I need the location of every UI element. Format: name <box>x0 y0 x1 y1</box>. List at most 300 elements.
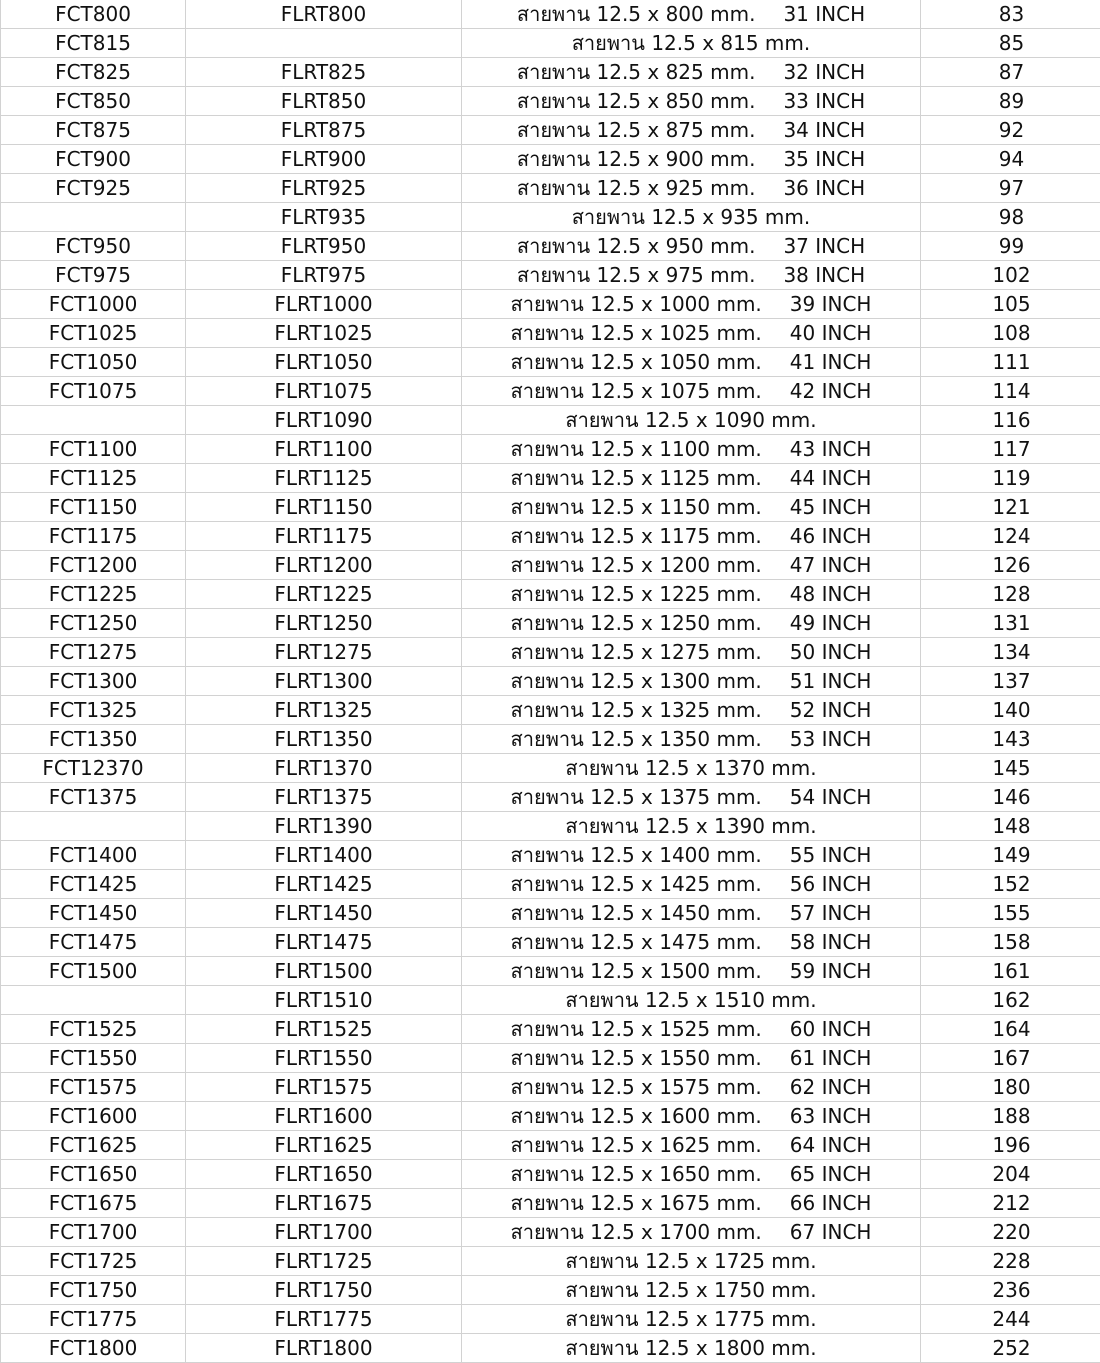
description-cell <box>462 1044 921 1073</box>
flrt-code-cell: FLRT1300 <box>186 667 462 696</box>
description-cell <box>462 551 921 580</box>
belt-inch-text: 52 INCH <box>790 696 872 724</box>
table-row <box>1 522 1100 551</box>
price-cell: 164 <box>921 1015 1100 1044</box>
table-row <box>1 290 1100 319</box>
price-cell: 212 <box>921 1189 1100 1218</box>
description-cell <box>462 986 921 1015</box>
description-cell <box>462 1073 921 1102</box>
flrt-code-cell: FLRT1225 <box>186 580 462 609</box>
price-cell: 126 <box>921 551 1100 580</box>
table-row <box>1 754 1100 783</box>
flrt-code-cell: FLRT1375 <box>186 783 462 812</box>
flrt-code-cell: FLRT875 <box>186 116 462 145</box>
description-cell <box>462 290 921 319</box>
flrt-code-cell: FLRT1390 <box>186 812 462 841</box>
flrt-code-cell: FLRT1370 <box>186 754 462 783</box>
belt-size-text: สายพาน 12.5 x 1150 mm. <box>511 493 762 521</box>
description-cell <box>462 87 921 116</box>
fct-code-cell: FCT1425 <box>1 870 186 899</box>
price-cell: 128 <box>921 580 1100 609</box>
description-cell <box>462 116 921 145</box>
belt-size-text: สายพาน 12.5 x 1390 mm. <box>565 812 816 840</box>
price-cell: 148 <box>921 812 1100 841</box>
table-row <box>1 29 1100 58</box>
belt-size-text: สายพาน 12.5 x 1125 mm. <box>511 464 762 492</box>
belt-size-text: สายพาน 12.5 x 1400 mm. <box>511 841 762 869</box>
table-body <box>1 0 1100 1363</box>
belt-inch-text: 56 INCH <box>790 870 872 898</box>
flrt-code-cell: FLRT1125 <box>186 464 462 493</box>
description-cell <box>462 812 921 841</box>
belt-size-text: สายพาน 12.5 x 1650 mm. <box>511 1160 762 1188</box>
fct-code-cell: FCT1050 <box>1 348 186 377</box>
fct-code-cell: FCT1100 <box>1 435 186 464</box>
belt-size-text: สายพาน 12.5 x 1175 mm. <box>511 522 762 550</box>
table-row <box>1 203 1100 232</box>
belt-size-text: สายพาน 12.5 x 800 mm. <box>517 0 756 28</box>
belt-size-text: สายพาน 12.5 x 1450 mm. <box>511 899 762 927</box>
fct-code-cell <box>1 986 186 1015</box>
fct-code-cell: FCT1550 <box>1 1044 186 1073</box>
price-cell: 116 <box>921 406 1100 435</box>
flrt-code-cell <box>186 29 462 58</box>
fct-code-cell: FCT950 <box>1 232 186 261</box>
belt-inch-text: 64 INCH <box>790 1131 872 1159</box>
description-cell <box>462 1160 921 1189</box>
belt-size-text: สายพาน 12.5 x 1370 mm. <box>565 754 816 782</box>
flrt-code-cell: FLRT850 <box>186 87 462 116</box>
flrt-code-cell: FLRT1275 <box>186 638 462 667</box>
belt-size-text: สายพาน 12.5 x 1700 mm. <box>511 1218 762 1246</box>
description-cell <box>462 1334 921 1363</box>
description-cell <box>462 638 921 667</box>
belt-inch-text: 46 INCH <box>790 522 872 550</box>
flrt-code-cell: FLRT1625 <box>186 1131 462 1160</box>
belt-size-text: สายพาน 12.5 x 1510 mm. <box>565 986 816 1014</box>
flrt-code-cell: FLRT1650 <box>186 1160 462 1189</box>
belt-inch-text: 45 INCH <box>790 493 872 521</box>
table-row <box>1 319 1100 348</box>
price-cell: 119 <box>921 464 1100 493</box>
belt-size-text: สายพาน 12.5 x 1325 mm. <box>511 696 762 724</box>
belt-inch-text: 39 INCH <box>790 290 872 318</box>
flrt-code-cell: FLRT825 <box>186 58 462 87</box>
belt-size-text: สายพาน 12.5 x 1350 mm. <box>511 725 762 753</box>
price-cell: 220 <box>921 1218 1100 1247</box>
fct-code-cell: FCT1450 <box>1 899 186 928</box>
price-cell: 236 <box>921 1276 1100 1305</box>
description-cell <box>462 580 921 609</box>
belt-size-text: สายพาน 12.5 x 1475 mm. <box>511 928 762 956</box>
table-row <box>1 87 1100 116</box>
fct-code-cell: FCT12370 <box>1 754 186 783</box>
table-row <box>1 232 1100 261</box>
table-row <box>1 957 1100 986</box>
belt-inch-text: 33 INCH <box>783 87 865 115</box>
price-cell: 117 <box>921 435 1100 464</box>
fct-code-cell: FCT875 <box>1 116 186 145</box>
belt-size-text: สายพาน 12.5 x 1725 mm. <box>565 1247 816 1275</box>
belt-inch-text: 49 INCH <box>790 609 872 637</box>
fct-code-cell: FCT1525 <box>1 1015 186 1044</box>
table-row <box>1 899 1100 928</box>
flrt-code-cell: FLRT1025 <box>186 319 462 348</box>
belt-inch-text: 54 INCH <box>790 783 872 811</box>
description-cell <box>462 203 921 232</box>
description-cell <box>462 493 921 522</box>
flrt-code-cell: FLRT975 <box>186 261 462 290</box>
price-cell: 99 <box>921 232 1100 261</box>
fct-code-cell: FCT1350 <box>1 725 186 754</box>
belt-size-text: สายพาน 12.5 x 1525 mm. <box>511 1015 762 1043</box>
price-cell: 124 <box>921 522 1100 551</box>
table-row <box>1 609 1100 638</box>
flrt-code-cell: FLRT1075 <box>186 377 462 406</box>
table-row <box>1 0 1100 29</box>
belt-inch-text: 32 INCH <box>783 58 865 86</box>
belt-size-text: สายพาน 12.5 x 850 mm. <box>517 87 756 115</box>
price-cell: 114 <box>921 377 1100 406</box>
table-row <box>1 348 1100 377</box>
belt-size-text: สายพาน 12.5 x 1500 mm. <box>511 957 762 985</box>
price-cell: 252 <box>921 1334 1100 1363</box>
table-row <box>1 1247 1100 1276</box>
belt-size-text: สายพาน 12.5 x 1775 mm. <box>565 1305 816 1333</box>
belt-inch-text: 37 INCH <box>783 232 865 260</box>
flrt-code-cell: FLRT950 <box>186 232 462 261</box>
belt-size-text: สายพาน 12.5 x 875 mm. <box>517 116 756 144</box>
price-cell: 105 <box>921 290 1100 319</box>
table-row <box>1 116 1100 145</box>
fct-code-cell: FCT1750 <box>1 1276 186 1305</box>
table-row <box>1 1160 1100 1189</box>
belt-inch-text: 67 INCH <box>790 1218 872 1246</box>
belt-size-text: สายพาน 12.5 x 1250 mm. <box>511 609 762 637</box>
table-row <box>1 1218 1100 1247</box>
description-cell <box>462 899 921 928</box>
table-row <box>1 464 1100 493</box>
description-cell <box>462 1131 921 1160</box>
description-cell <box>462 928 921 957</box>
table-row <box>1 928 1100 957</box>
flrt-code-cell: FLRT1750 <box>186 1276 462 1305</box>
price-cell: 85 <box>921 29 1100 58</box>
description-cell <box>462 870 921 899</box>
belt-size-text: สายพาน 12.5 x 1050 mm. <box>511 348 762 376</box>
table-row <box>1 406 1100 435</box>
belt-inch-text: 35 INCH <box>783 145 865 173</box>
price-cell: 162 <box>921 986 1100 1015</box>
description-cell <box>462 261 921 290</box>
price-cell: 155 <box>921 899 1100 928</box>
fct-code-cell: FCT800 <box>1 0 186 29</box>
fct-code-cell: FCT1125 <box>1 464 186 493</box>
description-cell <box>462 174 921 203</box>
belt-size-text: สายพาน 12.5 x 1200 mm. <box>511 551 762 579</box>
description-cell <box>462 1015 921 1044</box>
belt-inch-text: 50 INCH <box>790 638 872 666</box>
price-cell: 145 <box>921 754 1100 783</box>
fct-code-cell: FCT1725 <box>1 1247 186 1276</box>
fct-code-cell: FCT1025 <box>1 319 186 348</box>
price-cell: 140 <box>921 696 1100 725</box>
price-cell: 152 <box>921 870 1100 899</box>
belt-inch-text: 60 INCH <box>790 1015 872 1043</box>
table-row <box>1 1044 1100 1073</box>
belt-size-text: สายพาน 12.5 x 1075 mm. <box>511 377 762 405</box>
belt-inch-text: 36 INCH <box>783 174 865 202</box>
price-cell: 121 <box>921 493 1100 522</box>
flrt-code-cell: FLRT1510 <box>186 986 462 1015</box>
table-row <box>1 986 1100 1015</box>
belt-inch-text: 47 INCH <box>790 551 872 579</box>
price-cell: 167 <box>921 1044 1100 1073</box>
fct-code-cell: FCT1775 <box>1 1305 186 1334</box>
table-row <box>1 841 1100 870</box>
table-row <box>1 667 1100 696</box>
description-cell <box>462 29 921 58</box>
price-cell: 111 <box>921 348 1100 377</box>
table-row <box>1 783 1100 812</box>
fct-code-cell: FCT1200 <box>1 551 186 580</box>
flrt-code-cell: FLRT800 <box>186 0 462 29</box>
table-row <box>1 551 1100 580</box>
table-row <box>1 1305 1100 1334</box>
fct-code-cell: FCT1675 <box>1 1189 186 1218</box>
belt-size-text: สายพาน 12.5 x 815 mm. <box>572 29 811 57</box>
belt-size-text: สายพาน 12.5 x 1550 mm. <box>511 1044 762 1072</box>
table-row <box>1 377 1100 406</box>
belt-size-text: สายพาน 12.5 x 1625 mm. <box>511 1131 762 1159</box>
flrt-code-cell: FLRT1175 <box>186 522 462 551</box>
fct-code-cell: FCT1000 <box>1 290 186 319</box>
description-cell <box>462 609 921 638</box>
belt-inch-text: 62 INCH <box>790 1073 872 1101</box>
description-cell <box>462 58 921 87</box>
belt-inch-text: 59 INCH <box>790 957 872 985</box>
fct-code-cell: FCT815 <box>1 29 186 58</box>
price-cell: 94 <box>921 145 1100 174</box>
flrt-code-cell: FLRT1575 <box>186 1073 462 1102</box>
fct-code-cell: FCT975 <box>1 261 186 290</box>
flrt-code-cell: FLRT1100 <box>186 435 462 464</box>
fct-code-cell: FCT1650 <box>1 1160 186 1189</box>
table-row <box>1 145 1100 174</box>
belt-size-text: สายพาน 12.5 x 1100 mm. <box>511 435 762 463</box>
price-cell: 149 <box>921 841 1100 870</box>
fct-code-cell: FCT1375 <box>1 783 186 812</box>
price-cell: 188 <box>921 1102 1100 1131</box>
belt-inch-text: 63 INCH <box>790 1102 872 1130</box>
fct-code-cell: FCT1625 <box>1 1131 186 1160</box>
flrt-code-cell: FLRT1475 <box>186 928 462 957</box>
fct-code-cell: FCT900 <box>1 145 186 174</box>
flrt-code-cell: FLRT1450 <box>186 899 462 928</box>
flrt-code-cell: FLRT1500 <box>186 957 462 986</box>
belt-inch-text: 51 INCH <box>790 667 872 695</box>
flrt-code-cell: FLRT1525 <box>186 1015 462 1044</box>
belt-inch-text: 66 INCH <box>790 1189 872 1217</box>
flrt-code-cell: FLRT1700 <box>186 1218 462 1247</box>
belt-size-text: สายพาน 12.5 x 900 mm. <box>517 145 756 173</box>
flrt-code-cell: FLRT1200 <box>186 551 462 580</box>
fct-code-cell: FCT1500 <box>1 957 186 986</box>
price-cell: 102 <box>921 261 1100 290</box>
description-cell <box>462 145 921 174</box>
flrt-code-cell: FLRT1050 <box>186 348 462 377</box>
flrt-code-cell: FLRT1550 <box>186 1044 462 1073</box>
price-cell: 87 <box>921 58 1100 87</box>
belt-size-text: สายพาน 12.5 x 1275 mm. <box>511 638 762 666</box>
belt-inch-text: 44 INCH <box>790 464 872 492</box>
flrt-code-cell: FLRT1425 <box>186 870 462 899</box>
flrt-code-cell: FLRT1090 <box>186 406 462 435</box>
belt-size-text: สายพาน 12.5 x 950 mm. <box>517 232 756 260</box>
price-cell: 137 <box>921 667 1100 696</box>
table-row <box>1 638 1100 667</box>
fct-code-cell: FCT1075 <box>1 377 186 406</box>
fct-code-cell: FCT1150 <box>1 493 186 522</box>
fct-code-cell: FCT1700 <box>1 1218 186 1247</box>
description-cell <box>462 1305 921 1334</box>
fct-code-cell <box>1 203 186 232</box>
belt-size-text: สายพาน 12.5 x 1425 mm. <box>511 870 762 898</box>
fct-code-cell: FCT1225 <box>1 580 186 609</box>
price-cell: 196 <box>921 1131 1100 1160</box>
belt-size-text: สายพาน 12.5 x 1750 mm. <box>565 1276 816 1304</box>
description-cell <box>462 1102 921 1131</box>
belt-size-text: สายพาน 12.5 x 925 mm. <box>517 174 756 202</box>
description-cell <box>462 1247 921 1276</box>
table-row <box>1 1189 1100 1218</box>
description-cell <box>462 319 921 348</box>
fct-code-cell: FCT1300 <box>1 667 186 696</box>
description-cell <box>462 522 921 551</box>
price-cell: 92 <box>921 116 1100 145</box>
belt-size-text: สายพาน 12.5 x 975 mm. <box>517 261 756 289</box>
belt-size-text: สายพาน 12.5 x 825 mm. <box>517 58 756 86</box>
description-cell <box>462 783 921 812</box>
table-row <box>1 1102 1100 1131</box>
belt-inch-text: 42 INCH <box>790 377 872 405</box>
fct-code-cell: FCT1325 <box>1 696 186 725</box>
belt-inch-text: 58 INCH <box>790 928 872 956</box>
price-cell: 108 <box>921 319 1100 348</box>
flrt-code-cell: FLRT1350 <box>186 725 462 754</box>
price-cell: 134 <box>921 638 1100 667</box>
belt-inch-text: 43 INCH <box>790 435 872 463</box>
flrt-code-cell: FLRT1000 <box>186 290 462 319</box>
table-row <box>1 1015 1100 1044</box>
flrt-code-cell: FLRT900 <box>186 145 462 174</box>
table-row <box>1 870 1100 899</box>
belt-inch-text: 34 INCH <box>783 116 865 144</box>
description-cell <box>462 1189 921 1218</box>
flrt-code-cell: FLRT1600 <box>186 1102 462 1131</box>
fct-code-cell <box>1 812 186 841</box>
table-row <box>1 725 1100 754</box>
belt-size-text: สายพาน 12.5 x 1675 mm. <box>511 1189 762 1217</box>
fct-code-cell: FCT1800 <box>1 1334 186 1363</box>
table-row <box>1 435 1100 464</box>
table-row <box>1 696 1100 725</box>
belt-inch-text: 65 INCH <box>790 1160 872 1188</box>
flrt-code-cell: FLRT1250 <box>186 609 462 638</box>
description-cell <box>462 841 921 870</box>
description-cell <box>462 435 921 464</box>
flrt-code-cell: FLRT1325 <box>186 696 462 725</box>
flrt-code-cell: FLRT1725 <box>186 1247 462 1276</box>
flrt-code-cell: FLRT925 <box>186 174 462 203</box>
table-row <box>1 1276 1100 1305</box>
price-cell: 146 <box>921 783 1100 812</box>
fct-code-cell: FCT1400 <box>1 841 186 870</box>
belt-inch-text: 55 INCH <box>790 841 872 869</box>
table-row <box>1 58 1100 87</box>
belt-inch-text: 31 INCH <box>783 0 865 28</box>
table-row <box>1 261 1100 290</box>
price-cell: 204 <box>921 1160 1100 1189</box>
belt-inch-text: 40 INCH <box>790 319 872 347</box>
fct-code-cell: FCT825 <box>1 58 186 87</box>
fct-code-cell: FCT925 <box>1 174 186 203</box>
table-row <box>1 174 1100 203</box>
price-cell: 98 <box>921 203 1100 232</box>
belt-size-text: สายพาน 12.5 x 1375 mm. <box>511 783 762 811</box>
belt-size-text: สายพาน 12.5 x 1090 mm. <box>565 406 816 434</box>
belt-size-text: สายพาน 12.5 x 1300 mm. <box>511 667 762 695</box>
price-cell: 180 <box>921 1073 1100 1102</box>
description-cell <box>462 696 921 725</box>
description-cell <box>462 667 921 696</box>
description-cell <box>462 754 921 783</box>
belt-inch-text: 48 INCH <box>790 580 872 608</box>
fct-code-cell: FCT1250 <box>1 609 186 638</box>
flrt-code-cell: FLRT1150 <box>186 493 462 522</box>
description-cell <box>462 725 921 754</box>
price-cell: 161 <box>921 957 1100 986</box>
price-cell: 97 <box>921 174 1100 203</box>
description-cell <box>462 1276 921 1305</box>
belt-inch-text: 53 INCH <box>790 725 872 753</box>
belt-size-text: สายพาน 12.5 x 1000 mm. <box>511 290 762 318</box>
belt-inch-text: 61 INCH <box>790 1044 872 1072</box>
price-cell: 131 <box>921 609 1100 638</box>
belt-size-text: สายพาน 12.5 x 935 mm. <box>572 203 811 231</box>
flrt-code-cell: FLRT1400 <box>186 841 462 870</box>
table-row <box>1 1131 1100 1160</box>
table-row <box>1 812 1100 841</box>
flrt-code-cell: FLRT1675 <box>186 1189 462 1218</box>
price-cell: 228 <box>921 1247 1100 1276</box>
belt-size-text: สายพาน 12.5 x 1575 mm. <box>511 1073 762 1101</box>
fct-code-cell <box>1 406 186 435</box>
belt-inch-text: 38 INCH <box>783 261 865 289</box>
description-cell <box>462 348 921 377</box>
price-cell: 83 <box>921 0 1100 29</box>
belt-size-text: สายพาน 12.5 x 1600 mm. <box>511 1102 762 1130</box>
fct-code-cell: FCT1175 <box>1 522 186 551</box>
belt-inch-text: 57 INCH <box>790 899 872 927</box>
belt-size-text: สายพาน 12.5 x 1800 mm. <box>565 1334 816 1362</box>
table-row <box>1 1073 1100 1102</box>
table-row <box>1 1334 1100 1363</box>
fct-code-cell: FCT1275 <box>1 638 186 667</box>
fct-code-cell: FCT850 <box>1 87 186 116</box>
description-cell <box>462 1218 921 1247</box>
fct-code-cell: FCT1575 <box>1 1073 186 1102</box>
